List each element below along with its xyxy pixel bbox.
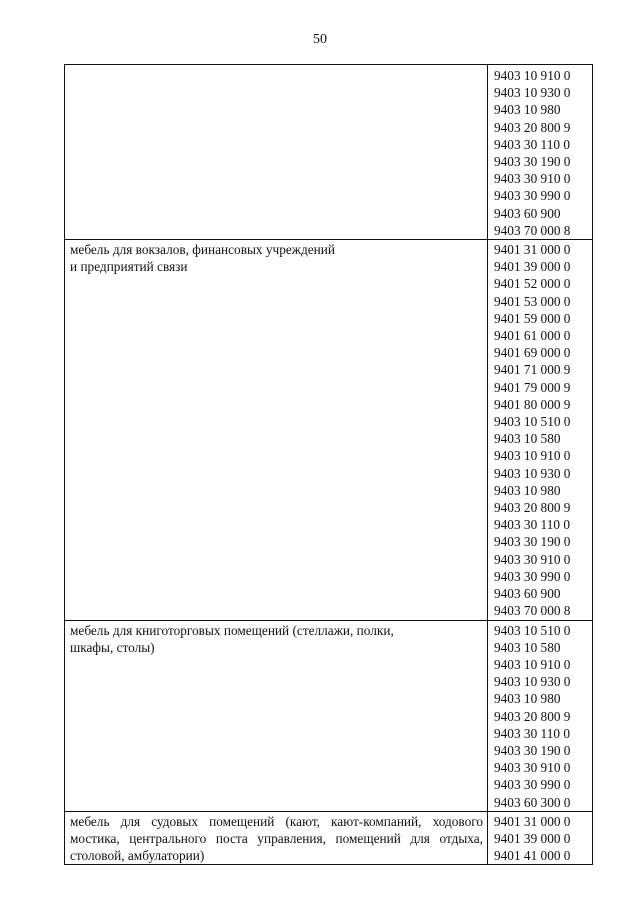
- product-description-text: мебель для вокзалов, финансовых учреждений: [70, 242, 335, 258]
- tn-ved-code: 9403 60 900: [494, 586, 561, 602]
- tn-ved-code: 9403 30 190 0: [494, 154, 571, 170]
- tn-ved-codes-cell: [488, 240, 593, 620]
- table-row: [65, 811, 593, 865]
- tn-ved-code: 9403 30 990 0: [494, 777, 571, 793]
- tn-ved-code: 9401 52 000 0: [494, 276, 571, 292]
- tn-ved-code: 9403 70 000 8: [494, 603, 571, 619]
- tn-ved-code: 9401 59 000 0: [494, 310, 571, 326]
- tn-ved-code: 9403 10 910 0: [494, 448, 571, 464]
- tn-ved-codes-cell: [488, 620, 593, 811]
- tn-ved-code: 9403 10 580: [494, 639, 561, 655]
- tn-ved-code: 9403 30 990 0: [494, 568, 571, 584]
- tn-ved-code: 9403 30 910 0: [494, 171, 571, 187]
- tn-ved-code: 9403 10 930 0: [494, 85, 571, 101]
- tn-ved-code: 9401 39 000 0: [494, 259, 571, 275]
- product-description-cell: [65, 620, 488, 811]
- tn-ved-code: 9401 80 000 9: [494, 396, 571, 412]
- page-number: 50: [313, 32, 327, 47]
- tn-ved-code: 9403 20 800 9: [494, 119, 571, 135]
- table-row: [65, 620, 593, 811]
- tn-ved-code: 9403 70 000 8: [494, 222, 571, 238]
- table-row: [65, 240, 593, 620]
- tn-ved-code: 9403 20 800 9: [494, 500, 571, 516]
- tn-ved-code: 9401 41 000 0: [494, 848, 571, 864]
- tn-ved-code: 9403 10 910 0: [494, 68, 571, 83]
- tn-ved-code: 9403 30 910 0: [494, 551, 571, 567]
- tn-ved-code: 9403 10 930 0: [494, 465, 571, 481]
- tn-ved-code: 9401 31 000 0: [494, 813, 571, 829]
- tn-ved-code: 9403 60 300 0: [494, 794, 571, 810]
- tn-ved-code: 9403 30 190 0: [494, 534, 571, 550]
- tn-ved-code: 9403 10 980: [494, 691, 561, 707]
- tn-ved-code: 9403 10 510 0: [494, 622, 571, 638]
- tn-ved-code: 9403 30 110 0: [494, 136, 570, 152]
- tn-ved-code: 9401 39 000 0: [494, 830, 571, 846]
- product-description-cell: [65, 240, 488, 620]
- tn-ved-code: 9403 30 190 0: [494, 742, 571, 758]
- tn-ved-code: 9403 60 900: [494, 205, 561, 221]
- tn-ved-code: 9403 10 980: [494, 482, 561, 498]
- tn-ved-code: 9401 69 000 0: [494, 345, 571, 361]
- product-description-text: мебель для книготорговых помещений (стеллажи, полки,: [70, 622, 394, 638]
- product-description-text: мебель для судовых помещений (кают, кают-компаний, ходового мостика, центрального поста управления, помещений для отдыха, столовой, амбулатории): [70, 813, 483, 864]
- product-description-text: шкафы, столы): [70, 639, 155, 655]
- tn-ved-code-table: [64, 64, 593, 865]
- tn-ved-code: 9401 61 000 0: [494, 328, 571, 344]
- tn-ved-code: 9403 20 800 9: [494, 708, 571, 724]
- tn-ved-code: 9403 30 110 0: [494, 517, 570, 533]
- tn-ved-code: 9403 10 980: [494, 102, 561, 118]
- tn-ved-code: 9403 10 580: [494, 431, 561, 447]
- tn-ved-codes-cell: [488, 811, 593, 865]
- tn-ved-code: 9403 30 910 0: [494, 760, 571, 776]
- tn-ved-code: 9401 53 000 0: [494, 293, 571, 309]
- product-description-text: и предприятий связи: [70, 259, 188, 275]
- tn-ved-code: 9403 10 930 0: [494, 674, 571, 690]
- tn-ved-code: 9403 30 990 0: [494, 188, 571, 204]
- tn-ved-code: 9401 31 000 0: [494, 242, 571, 258]
- tn-ved-code: 9403 10 510 0: [494, 414, 571, 430]
- tn-ved-code: 9401 71 000 9: [494, 362, 571, 378]
- tn-ved-code: 9403 10 910 0: [494, 656, 571, 672]
- product-description-cell: [65, 811, 488, 865]
- table-row: [65, 65, 593, 240]
- tn-ved-code: 9403 30 110 0: [494, 725, 570, 741]
- product-description-cell: [65, 65, 488, 240]
- tn-ved-code: 9401 79 000 9: [494, 379, 571, 395]
- tn-ved-codes-cell: [488, 65, 593, 240]
